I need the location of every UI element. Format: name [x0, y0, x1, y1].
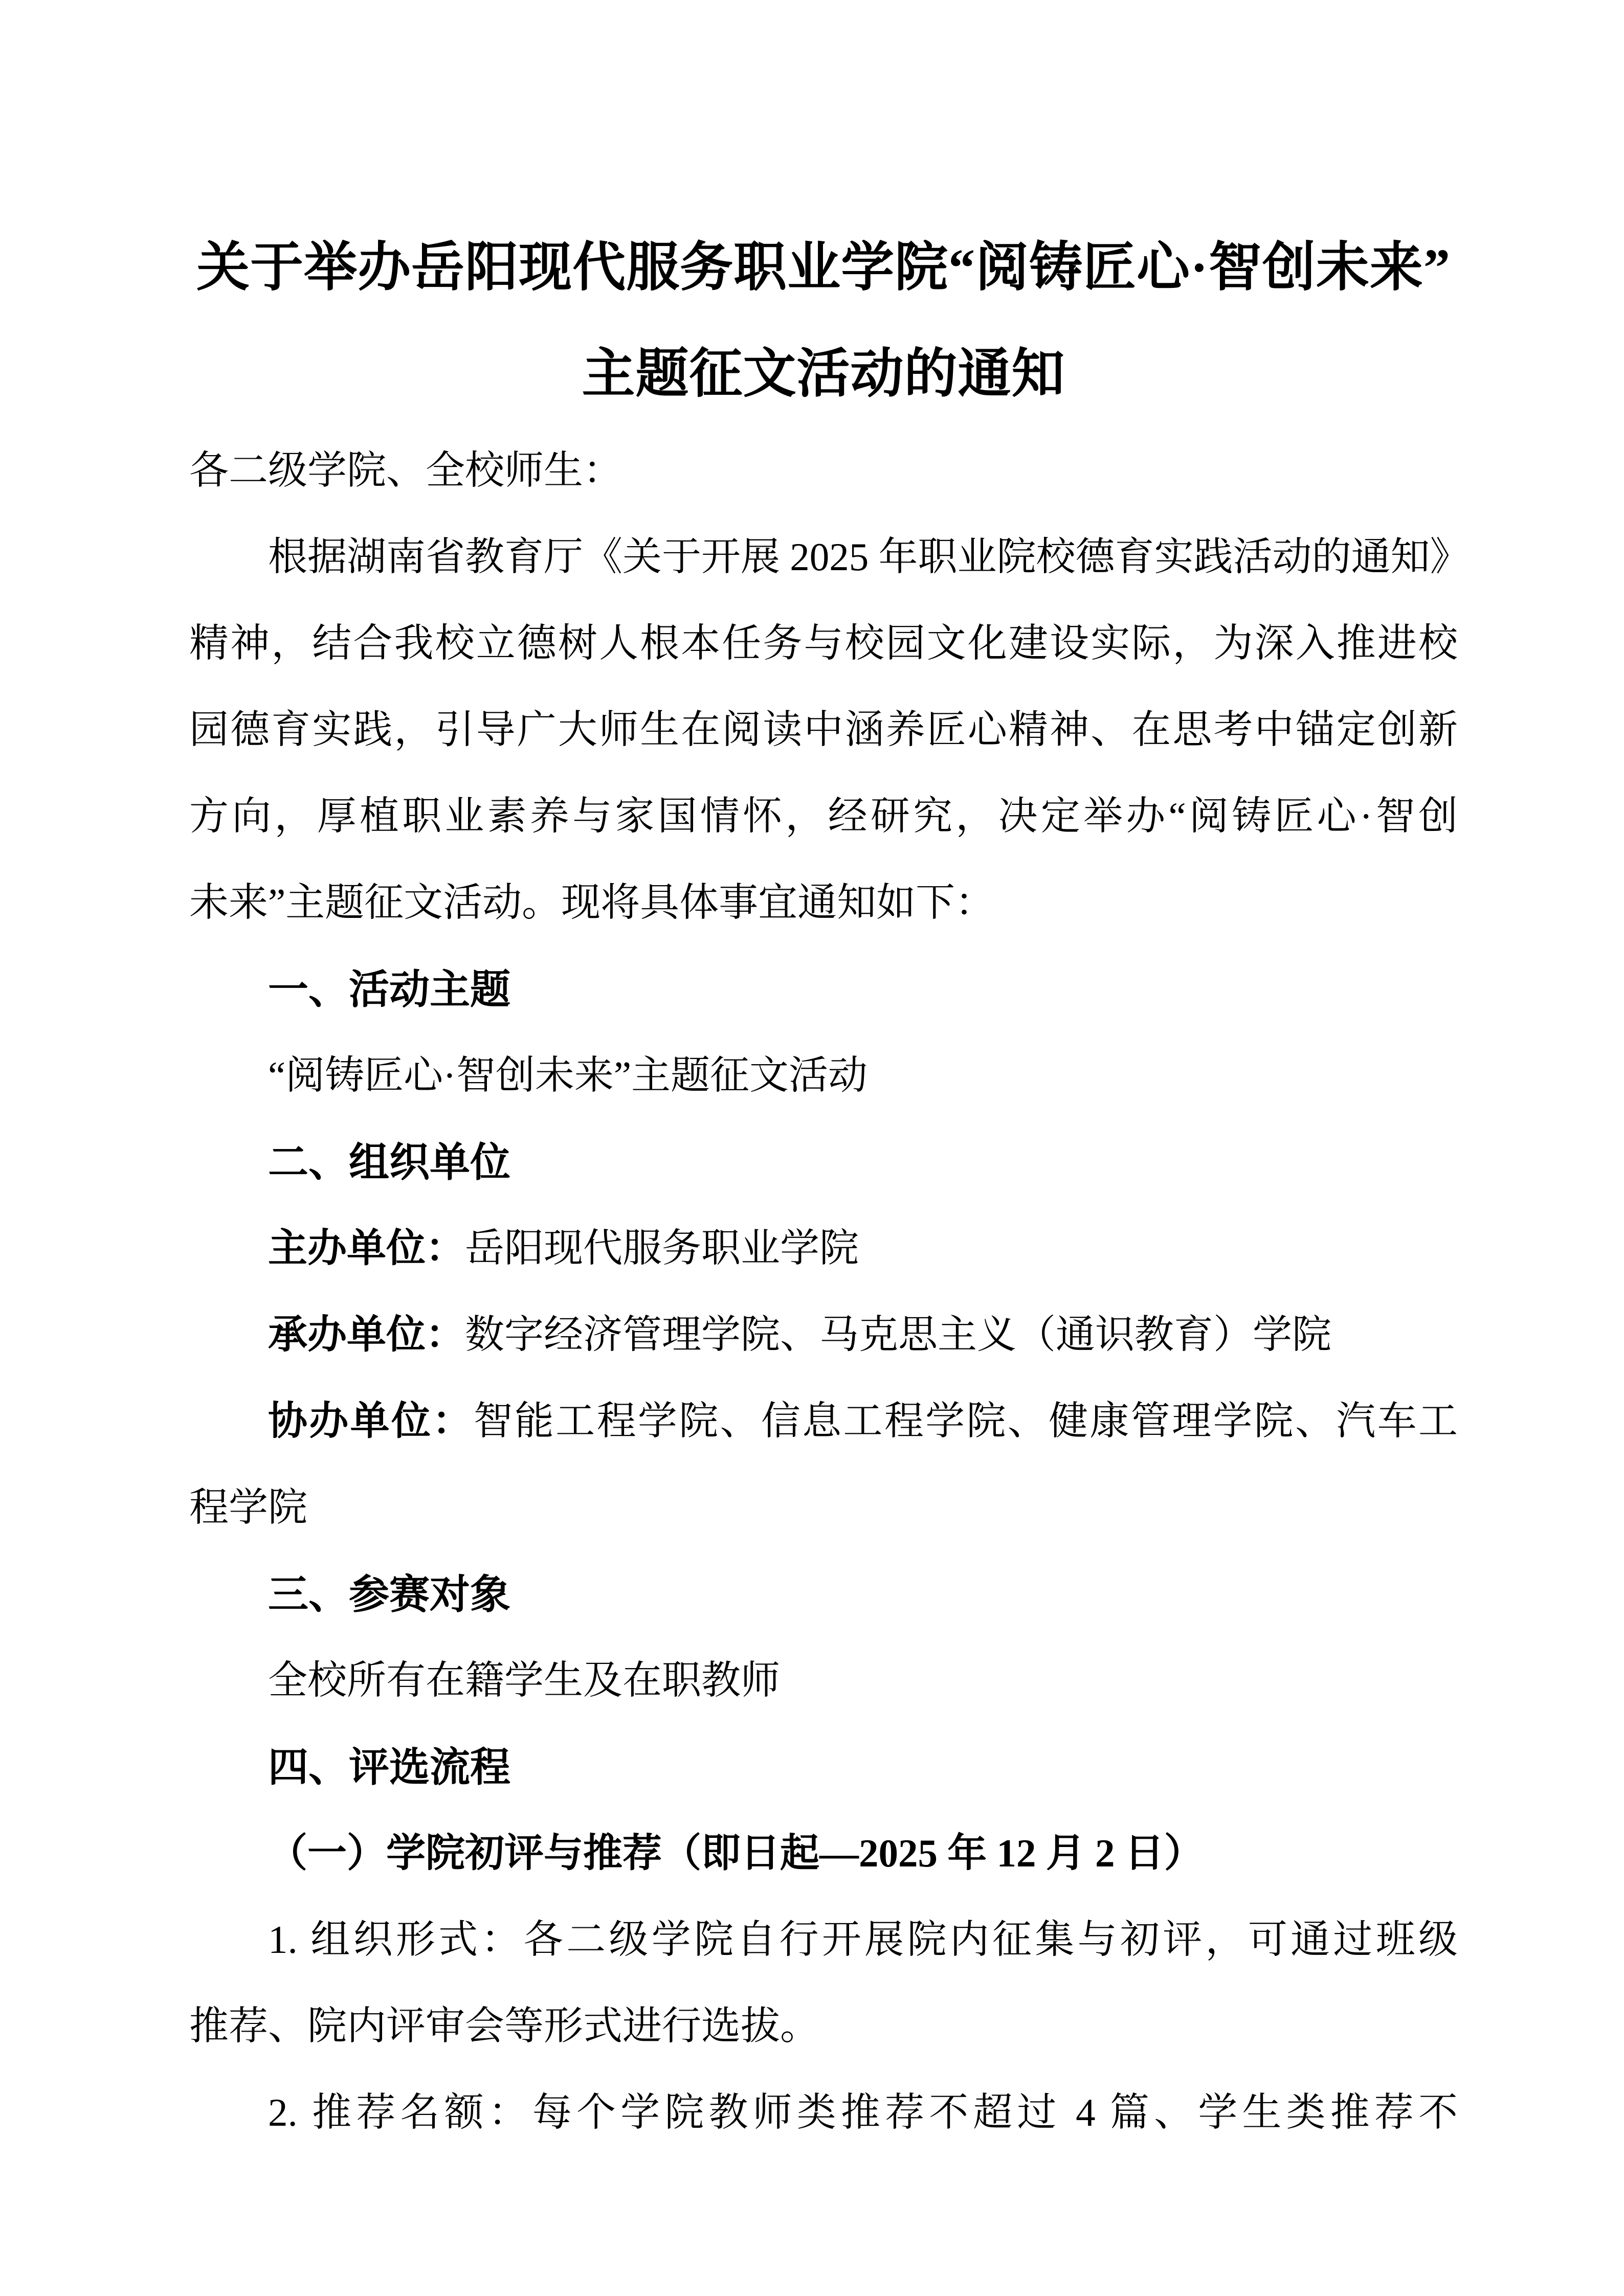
co-organizer-line-2: 程学院	[189, 1485, 307, 1529]
undertaking-organizer-label: 承办单位：	[268, 1313, 465, 1357]
document-title-line-1: 关于举办岳阳现代服务职业学院“阅铸匠心·智创未来”	[196, 238, 1451, 297]
participants-line: 全校所有在籍学生及在职教师	[268, 1658, 780, 1702]
section-2-heading: 二、组织单位	[268, 1139, 510, 1185]
intro-line-3: 园德育实践，引导广大师生在阅读中涵养匠心精神、在思考中锚定创新	[189, 708, 1458, 752]
item-1-line-1: 1. 组织形式：各二级学院自行开展院内征集与初评，可通过班级	[268, 1918, 1458, 1962]
section-1-heading: 一、活动主题	[268, 966, 510, 1012]
item-2-line-1: 2. 推荐名额：每个学院教师类推荐不超过 4 篇、学生类推荐不	[268, 2090, 1458, 2134]
host-organizer-value: 岳阳现代服务职业学院	[465, 1226, 859, 1270]
undertaking-organizer-value: 数字经济管理学院、马克思主义（通识教育）学院	[465, 1313, 1331, 1357]
section-4-heading: 四、评选流程	[268, 1744, 510, 1790]
co-organizer-line-1	[189, 1378, 1458, 1465]
co-organizer-label: 协办单位：	[268, 1399, 474, 1443]
undertaking-organizer-line	[189, 1292, 1458, 1378]
document-title-line-2: 主题征文活动的通知	[582, 345, 1065, 403]
intro-line-1: 根据湖南省教育厅《关于开展 2025 年职业院校德育实践活动的通知》	[268, 535, 1470, 579]
salutation-line: 各二级学院、全校师生：	[189, 448, 622, 492]
intro-line-4: 方向，厚植职业素养与家国情怀，经研究，决定举办“阅铸匠心·智创	[189, 794, 1458, 838]
host-organizer-line	[189, 1205, 1458, 1292]
document-title	[189, 215, 1458, 427]
activity-theme-line: “阅铸匠心·智创未来”主题征文活动	[268, 1053, 867, 1097]
intro-line-5: 未来”主题征文活动。现将具体事宜通知如下：	[189, 881, 995, 925]
host-organizer-label: 主办单位：	[268, 1226, 465, 1270]
subsection-1-heading: （一）学院初评与推荐（即日起—2025 年 12 月 2 日）	[268, 1831, 1204, 1875]
intro-line-2: 精神，结合我校立德树人根本任务与校园文化建设实际，为深入推进校	[189, 621, 1458, 665]
section-3-heading: 三、参赛对象	[268, 1571, 510, 1617]
item-1-line-2: 推荐、院内评审会等形式进行选拔。	[189, 2004, 819, 2048]
co-organizer-value: 智能工程学院、信息工程学院、健康管理学院、汽车工	[473, 1399, 1458, 1443]
